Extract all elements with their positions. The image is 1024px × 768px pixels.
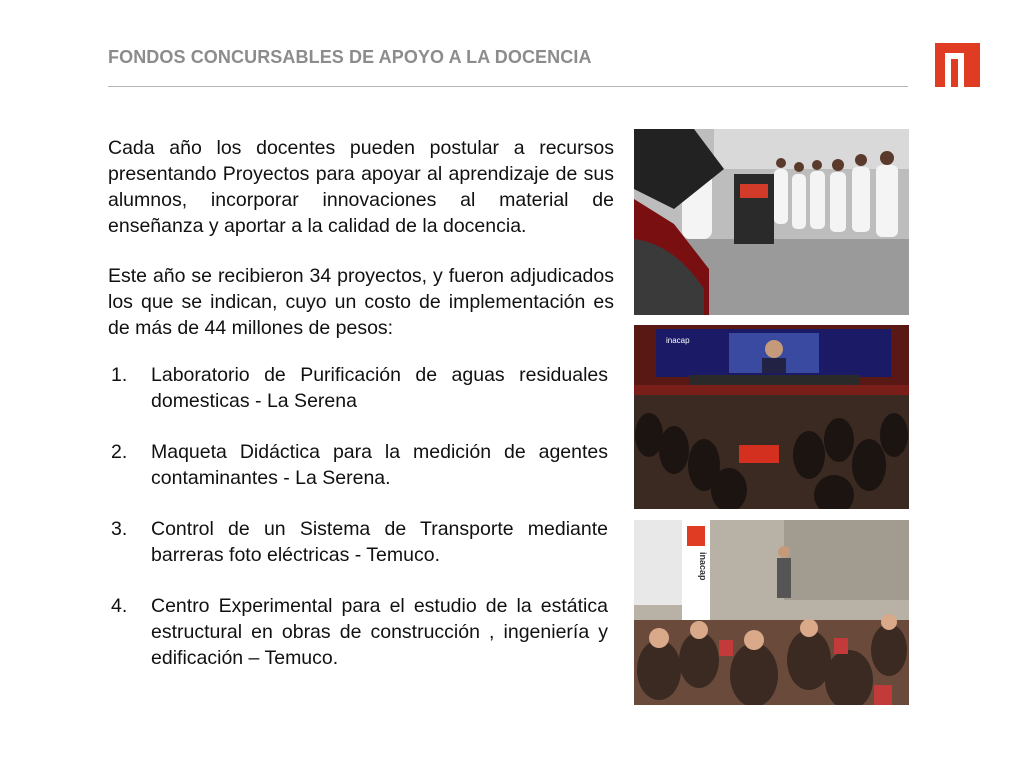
- photo-seminar: [634, 520, 909, 705]
- list-item: [108, 439, 608, 491]
- screen-brand-text: inacap: [666, 336, 690, 345]
- list-item-text: Control de un Sistema de Transporte mediante barreras foto eléctricas - Temuco.: [151, 518, 608, 566]
- project-list: [108, 362, 608, 696]
- list-item-number: 1.: [111, 364, 128, 386]
- list-item-text: Maqueta Didáctica para la medición de agentes contaminantes - La Serena.: [151, 441, 608, 489]
- list-item-text: Centro Experimental para el estudio de la estática estructural en obras de construcción , ingeniería y edificación – Temuco.: [151, 595, 608, 669]
- summary-paragraph: Este año se recibieron 34 proyectos, y fueron adjudicados los que se indican, cuyo un costo de implementación es de más de 44 millones de pesos:: [108, 265, 614, 339]
- list-item-number: 3.: [111, 518, 128, 540]
- list-item-number: 2.: [111, 441, 128, 463]
- title-divider: [108, 86, 908, 87]
- photo-workshop-students: [634, 129, 909, 315]
- photo-auditorium: [634, 325, 909, 509]
- intro-paragraph: Cada año los docentes pueden postular a recursos presentando Proyectos para apoyar al aprendizaje de sus alumnos, incorporar innovaciones al material de enseñanza y aportar a la calidad de la docencia.: [108, 137, 614, 237]
- list-item-number: 4.: [111, 595, 128, 617]
- list-item: [108, 593, 608, 671]
- brand-logo: [935, 43, 980, 87]
- list-item: [108, 362, 608, 414]
- list-item-text: Laboratorio de Purificación de aguas residuales domesticas - La Serena: [151, 364, 608, 412]
- page-title: FONDOS CONCURSABLES DE APOYO A LA DOCENCIA: [108, 47, 592, 67]
- list-item: [108, 516, 608, 568]
- banner-brand-text: inacap: [698, 552, 708, 581]
